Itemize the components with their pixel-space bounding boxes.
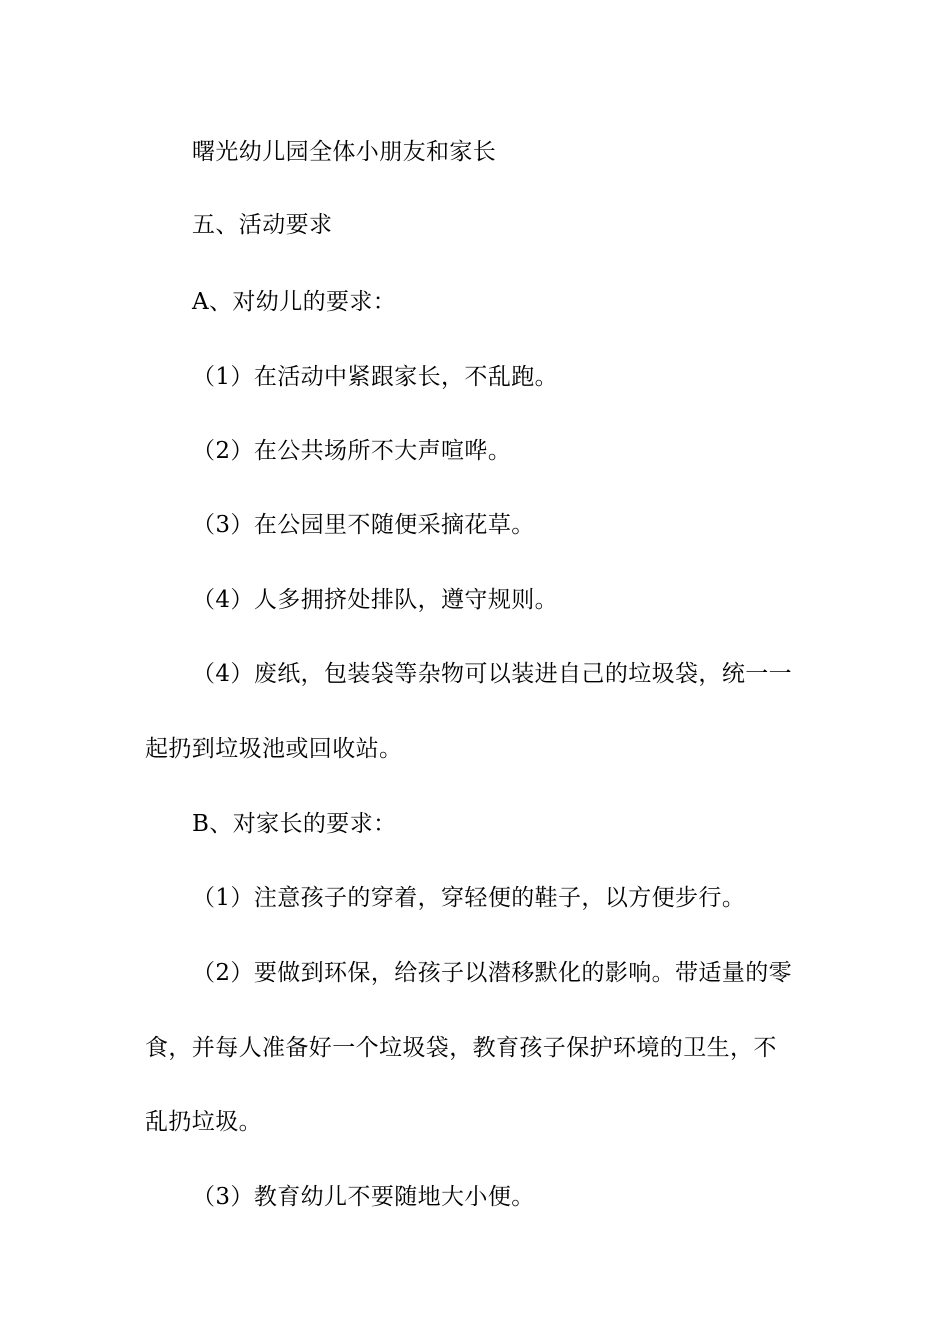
list-item: （2）在公共场所不大声喧哗。 (192, 438, 512, 464)
list-item-continuation: 食，并每人准备好一个垃圾袋，教育孩子保护环境的卫生，不 (145, 1035, 777, 1061)
list-item: （4）废纸，包装袋等杂物可以装进自己的垃圾袋，统一一 (192, 661, 793, 687)
list-item: （3）在公园里不随便采摘花草。 (192, 512, 535, 538)
section-heading: 五、活动要求 (192, 212, 333, 238)
list-item: （1）在活动中紧跟家长，不乱跑。 (192, 364, 559, 390)
list-item: （2）要做到环保，给孩子以潜移默化的影响。带适量的零 (192, 960, 793, 986)
list-item: （4）人多拥挤处排队，遵守规则。 (192, 587, 559, 613)
list-item-continuation: 起扔到垃圾池或回收站。 (145, 736, 403, 762)
list-item: （1）注意孩子的穿着，穿轻便的鞋子，以方便步行。 (192, 885, 746, 911)
list-item: （3）教育幼儿不要随地大小便。 (192, 1184, 535, 1210)
list-item-continuation: 乱扔垃圾。 (145, 1109, 262, 1135)
subsection-heading: A、对幼儿的要求： (192, 289, 397, 315)
participants-line: 曙光幼儿园全体小朋友和家长 (192, 139, 497, 165)
subsection-heading: B、对家长的要求： (192, 811, 397, 837)
